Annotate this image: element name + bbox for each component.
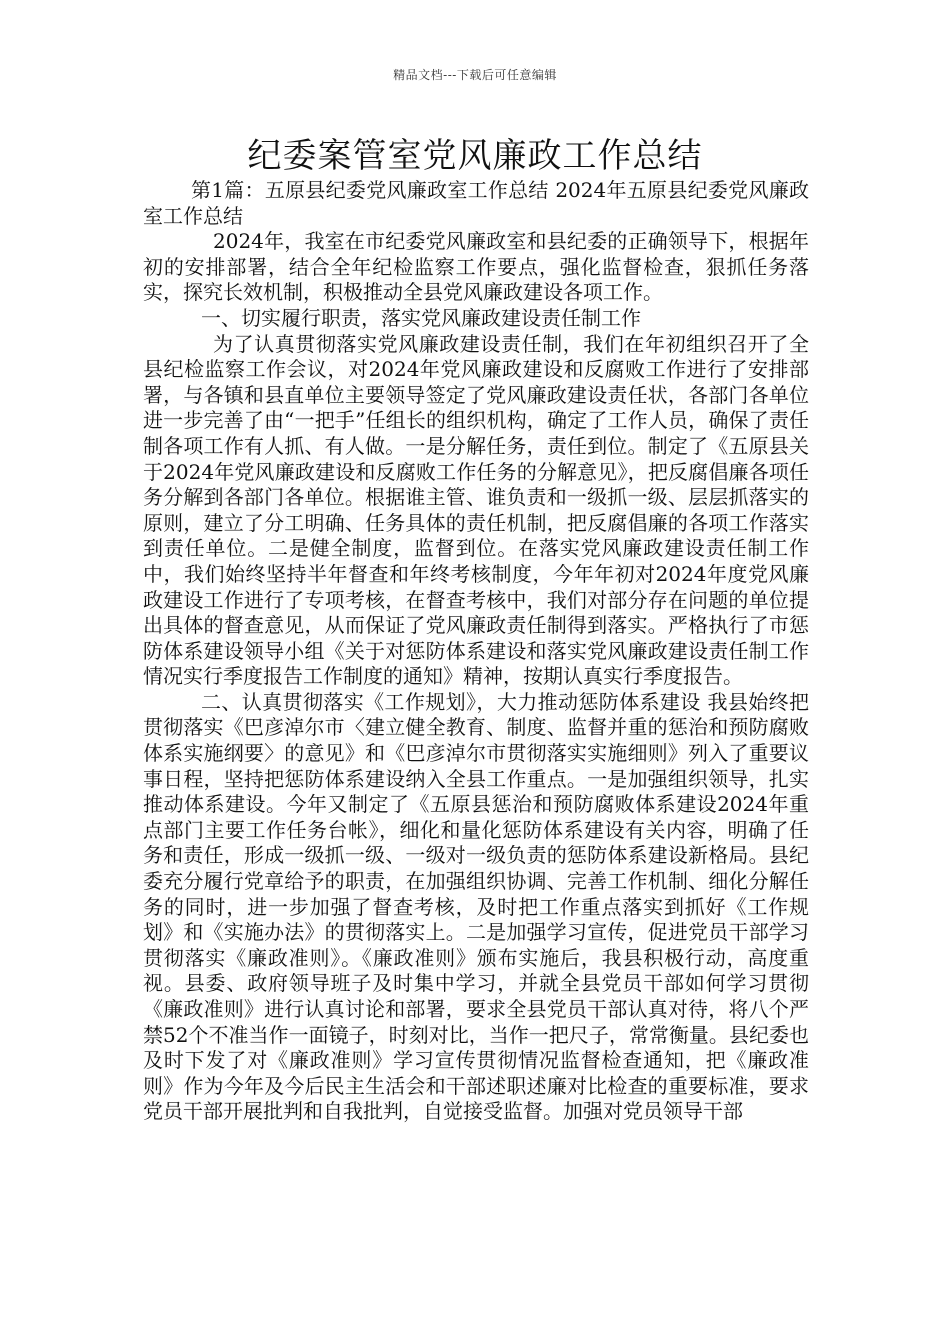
- body-paragraph: 二、认真贯彻落实《工作规划》，大力推动惩防体系建设 我县始终把贯彻落实《巴彦淖尔市〈建立健全教育、制度、监督并重的惩治和预防腐败体系实施纲要〉的意见》和《巴彦淖尔市贯彻落实实施细则》列入了重要议事日程，坚持把惩防体系建设纳入全县工作重点。一是加强组织领导，扎实推动体系建设。今年又制定了《五原县惩治和预防腐败体系建设2024年重点部门主要工作任务台帐》，细化和量化惩防体系建设有关内容，明确了任务和责任，形成一级抓一级、一级对一级负责的惩防体系建设新格局。县纪委充分履行党章给予的职责，在加强组织协调、完善工作机制、细化分解任务的同时，进一步加强了督查考核，及时把工作重点落实到抓好《工作规划》和《实施办法》的贯彻落实上。二是加强学习宣传，促进党员干部学习贯彻落实《廉政准则》。《廉政准则》颁布实施后，我县积极行动，高度重视。县委、政府领导班子及时集中学习，并就全县党员干部如何学习贯彻《廉政准则》进行认真讨论和部署，要求全县党员干部认真对待，将八个严禁52个不准当作一面镜子，时刻对比，当作一把尺子，常常衡量。县纪委也及时下发了对《廉政准则》学习宣传贯彻情况监督检查通知，把《廉政准则》作为今年及今后民主生活会和干部述职述廉对比检查的重要标准，要求党员干部开展批判和自我批判，自觉接受监督。加强对党员领导干部: [143, 689, 809, 1124]
- section-heading: 一、切实履行职责，落实党风廉政建设责任制工作: [201, 305, 641, 330]
- body-paragraph: 2024年，我室在市纪委党风廉政室和县纪委的正确领导下，根据年初的安排部署，结合全年纪检监察工作要点，强化监督检查，狠抓任务落实，探究长效机制，积极推动全县党风廉政建设各项工作。: [143, 229, 809, 305]
- document-body: [143, 178, 809, 1125]
- body-paragraph: 为了认真贯彻落实党风廉政建设责任制，我们在年初组织召开了全县纪检监察工作会议，对2024年党风廉政建设和反腐败工作进行了安排部署，与各镇和县直单位主要领导签定了党风廉政建设责任状，各部门各单位进一步完善了由“一把手”任组长的组织机构，确定了工作人员，确保了责任制各项工作有人抓、有人做。一是分解任务，责任到位。制定了《五原县关于2024年党风廉政建设和反腐败工作任务的分解意见》，把反腐倡廉各项任务分解到各部门各单位。根据谁主管、谁负责和一级抓一级、层层抓落实的原则，建立了分工明确、任务具体的责任机制，把反腐倡廉的各项工作落实到责任单位。二是健全制度，监督到位。在落实党风廉政建设责任制工作中，我们始终坚持半年督查和年终考核制度，今年年初对2024年度党风廉政建设工作进行了专项考核，在督查考核中，我们对部分存在问题的单位提出具体的督查意见，从而保证了党风廉政责任制得到落实。严格执行了市惩防体系建设领导小组《关于对惩防体系建设和落实党风廉政建设责任制工作情况实行季度报告工作制度的通知》精神，按期认真实行季度报告。: [143, 331, 809, 689]
- body-paragraph: 第1篇：五原县纪委党风廉政室工作总结 2024年五原县纪委党风廉政室工作总结: [143, 178, 809, 228]
- document-title: 纪委案管室党风廉政工作总结: [247, 136, 703, 176]
- header-note: 精品文档---下载后可任意编辑: [393, 68, 557, 82]
